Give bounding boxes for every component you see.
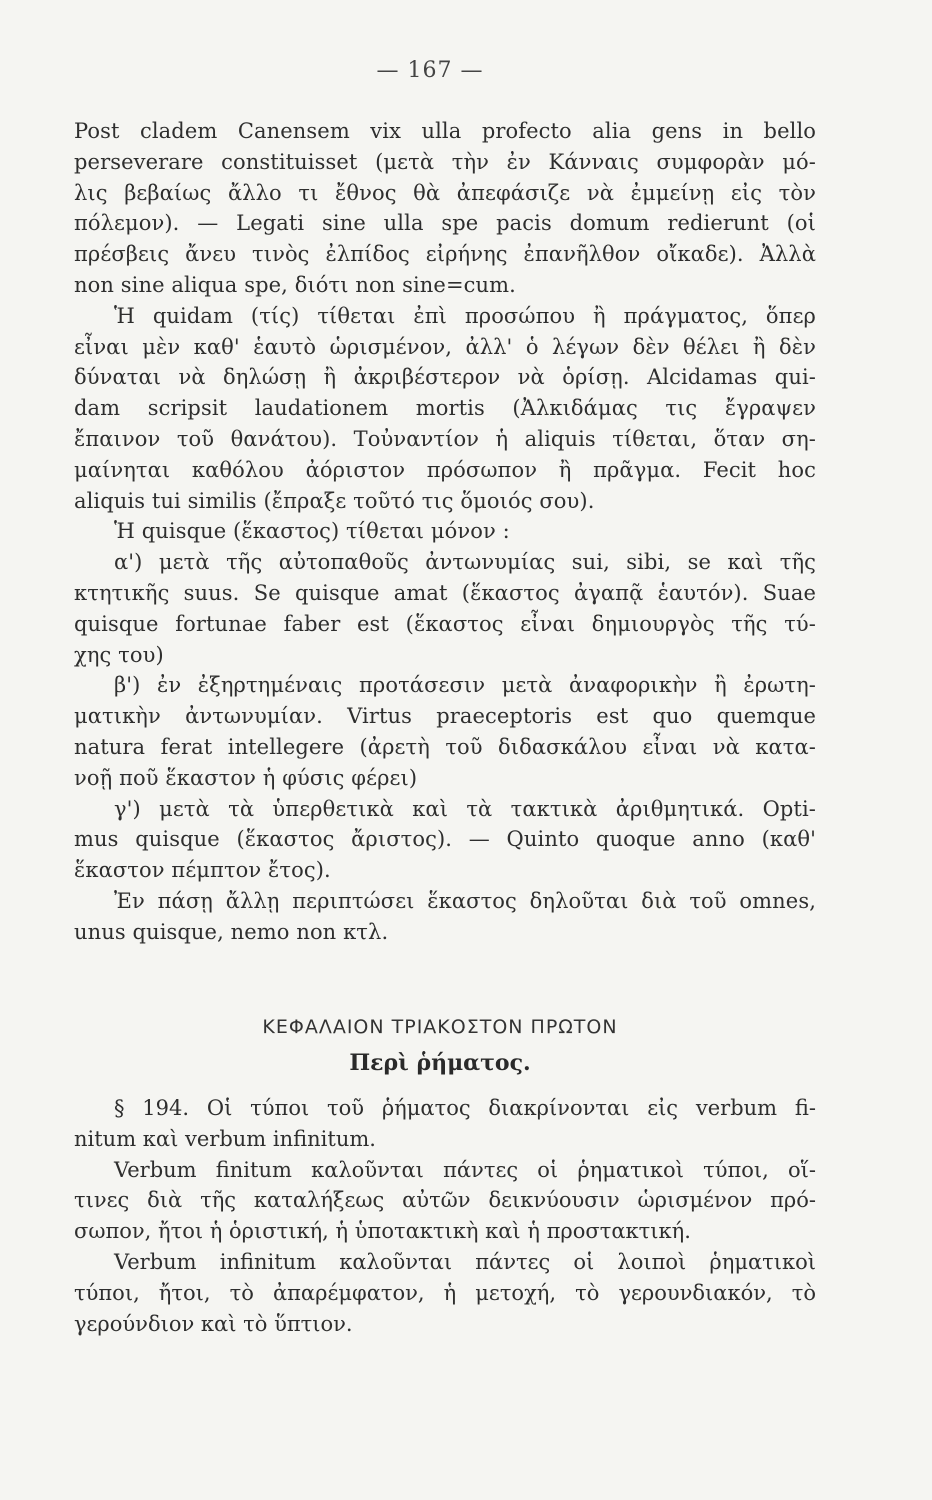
text-line: § 194. Οἱ τύποι τοῦ ῥήματος διακρίνονται εἰς verbum fi-	[114, 1096, 816, 1120]
text-line: aliquis tui similis (ἔπραξε τοῦτό τις ὅμοιός σου).	[74, 488, 595, 513]
text-line: Ἡ quidam (τίς) τίθεται ἐπὶ προσώπου ἢ πράγματος, ὅπερ	[114, 303, 816, 328]
text-line: πόλεμον). — Legati sine ulla spe pacis domum redierunt (οἱ	[74, 211, 816, 236]
text-line: λις βεβαίως ἄλλο τι ἔθνος θὰ ἀπεφάσιζε νὰ ἐμμείνῃ εἰς τὸν	[74, 180, 816, 205]
text-line: πρέσβεις ἄνευ τινὸς ἐλπίδος εἰρήνης ἐπανῆλθον οἴκαδε). Ἀλλὰ	[74, 242, 816, 267]
text-line: δύναται νὰ δηλώσῃ ἢ ἀκριβέστερον νὰ ὁρίσῃ. Alcidamas qui-	[74, 365, 816, 390]
text-line: dam scripsit laudationem mortis (Ἀλκιδάμας τις ἔγραψεν	[74, 396, 816, 421]
text-line: γ') μετὰ τὰ ὑπερθετικὰ καὶ τὰ τακτικὰ ἀριθμητικά. Opti-	[114, 796, 816, 821]
text-line: γερούνδιον καὶ τὸ ὕπτιον.	[74, 1311, 353, 1336]
text-line: ἕκαστον πέμπτον ἔτος).	[74, 858, 331, 883]
text-line: νοῇ ποῦ ἕκαστον ἡ φύσις φέρει)	[74, 765, 418, 790]
text-line: τύποι, ἤτοι, τὸ ἀπαρέμφατον, ἡ μετοχή, τὸ γερουνδιακόν, τὸ	[74, 1280, 816, 1305]
text-line: κτητικῆς suus. Se quisque amat (ἕκαστος ἀγαπᾷ ἑαυτόν). Suae	[74, 580, 816, 605]
text-line: perseverare constituisset (μετὰ τὴν ἐν Κάνναις συμφορὰν μό-	[74, 149, 816, 174]
chapter-subtitle: Περὶ ῥήματος.	[349, 1050, 531, 1076]
text-line: τινες διὰ τῆς καταλήξεως αὐτῶν δεικνύουσιν ὡρισμένον πρό-	[74, 1188, 816, 1213]
text-line: εἶναι μὲν καθ' ἑαυτὸ ὡρισμένον, ἀλλ' ὁ λέγων δὲν θέλει ἢ δὲν	[74, 334, 816, 359]
text-line: Verbum infinitum καλοῦνται πάντες οἱ λοιποὶ ῥηματικοὶ	[114, 1249, 816, 1274]
text-line: Ἡ quisque (ἕκαστος) τίθεται μόνον :	[114, 519, 510, 544]
text-line: ματικὴν ἀντωνυμίαν. Virtus praeceptoris est quo quemque	[74, 704, 816, 729]
text-line: mus quisque (ἕκαστος ἄριστος). — Quinto quoque anno (καθ'	[74, 827, 816, 852]
text-line: σωπον, ἤτοι ἡ ὁριστική, ἡ ὑποτακτικὴ καὶ ἡ προστακτική.	[74, 1219, 691, 1244]
chapter-heading: ΚΕΦΑΛΑΙΟΝ ΤΡΙΑΚΟΣΤΟΝ ΠΡΩΤΟΝ	[262, 1016, 618, 1038]
text-line: non sine aliqua spe, διότι non sine=cum.	[74, 272, 516, 297]
text-line: nitum καὶ verbum infinitum.	[74, 1126, 376, 1151]
text-line: χης του)	[74, 642, 164, 667]
text-line: natura ferat intellegere (ἀρετὴ τοῦ διδασκάλου εἶναι νὰ κατα-	[74, 734, 816, 759]
text-line: ἔπαινον τοῦ θανάτου). Τοὐναντίον ἡ aliquis τίθεται, ὅταν ση-	[74, 426, 816, 451]
section-text	[74, 1093, 816, 1339]
body-text	[74, 116, 816, 948]
page-number: — 167 —	[376, 58, 484, 83]
text-line: α') μετὰ τῆς αὐτοπαθοῦς ἀντωνυμίας sui, sibi, se καὶ τῆς	[114, 550, 816, 575]
text-line: quisque fortunae faber est (ἕκαστος εἶναι δημιουργὸς τῆς τύ-	[74, 611, 816, 636]
text-line: Ἐν πάσῃ ἄλλῃ περιπτώσει ἕκαστος δηλοῦται διὰ τοῦ omnes,	[114, 888, 816, 913]
text-line: unus quisque, nemo non κτλ.	[74, 919, 389, 944]
text-line: Post cladem Canensem vix ulla profecto alia gens in bello	[74, 119, 816, 143]
text-line: β') ἐν ἐξηρτημέναις προτάσεσιν μετὰ ἀναφορικὴν ἢ ἐρωτη-	[114, 673, 816, 698]
text-line: μαίνηται καθόλου ἀόριστον πρόσωπον ἢ πρᾶγμα. Fecit hoc	[74, 457, 816, 482]
text-line: Verbum finitum καλοῦνται πάντες οἱ ῥηματικοὶ τύποι, οἵ-	[114, 1157, 816, 1182]
